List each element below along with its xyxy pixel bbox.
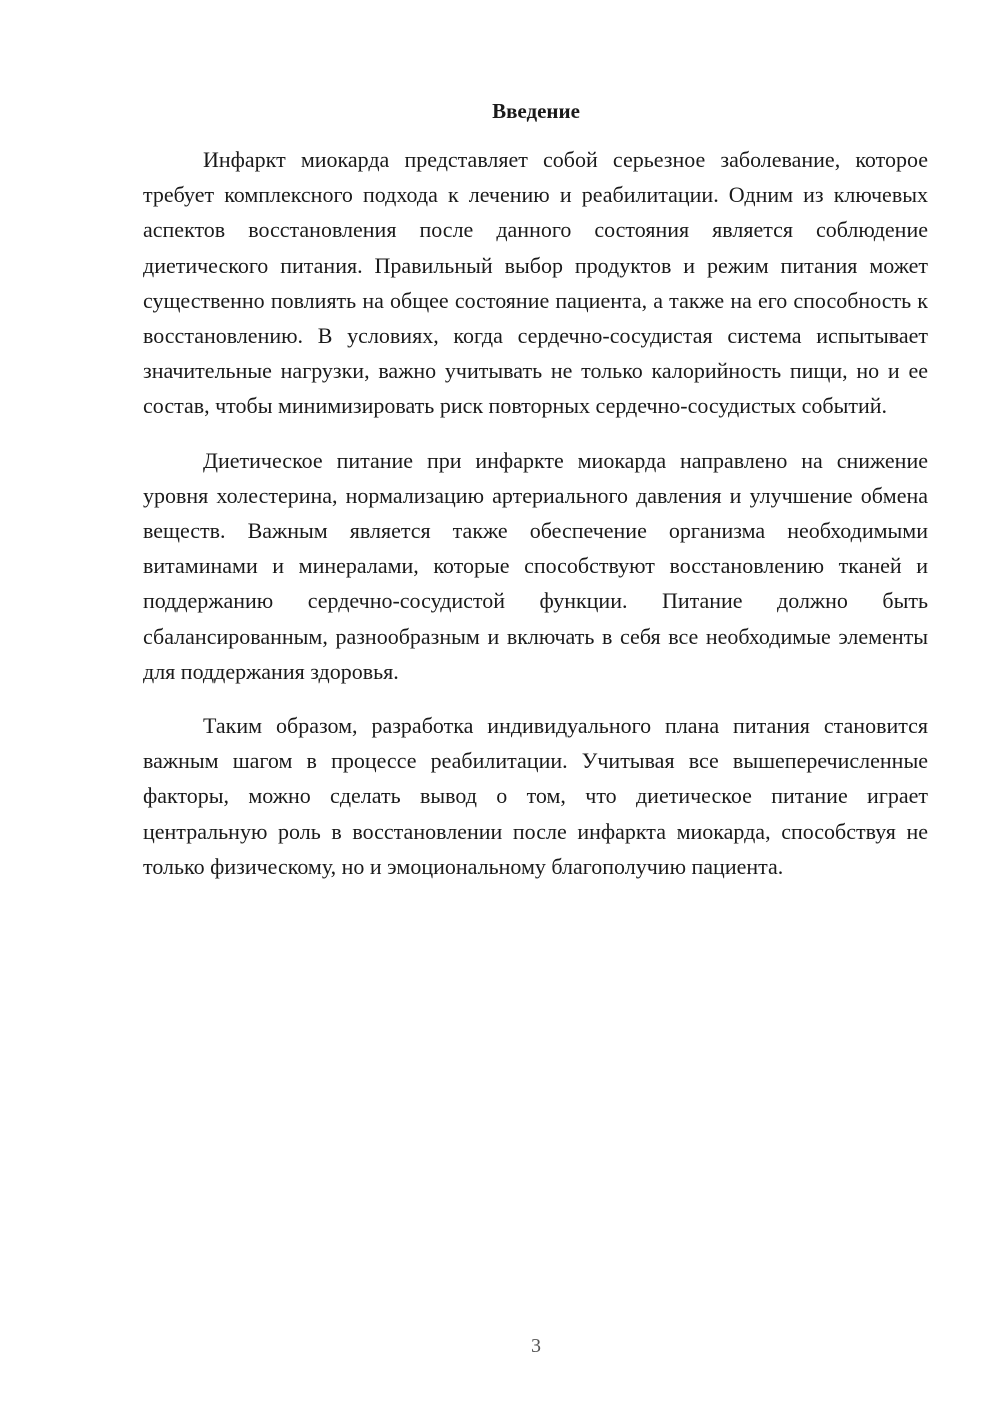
paragraph-3: Таким образом, разработка индивидуального плана питания становится важным шагом в процессе реабилитации. Учитывая все вышеперечисленные факторы, можно сделать вывод о том, что диетическое питание играет центральную роль в восстановлении после инфаркта миокарда, способствуя не только физическому, но и эмоциональному благополучию пациента. — [143, 713, 928, 879]
section-heading: Введение — [492, 99, 580, 123]
paragraph-2: Диетическое питание при инфаркте миокарда направлено на снижение уровня холестерина, нормализацию артериального давления и улучшение обмена веществ. Важным является также обеспечение организма необходимыми витаминами и минералами, которые способствуют восстановлению тканей и поддержанию сердечно-сосудистой функции. Питание должно быть сбалансированным, разнообразным и включать в себя все необходимые элементы для поддержания здоровья. — [143, 447, 928, 684]
page-number: 3 — [531, 1335, 541, 1357]
body-text — [143, 142, 928, 903]
paragraph-1: Инфаркт миокарда представляет собой серьезное заболевание, которое требует комплексного подхода к лечению и реабилитации. Одним из ключевых аспектов восстановления после данного состояния является соблюдение диетического питания. Правильный выбор продуктов и режим питания может существенно повлиять на общее состояние пациента, а также на его способность к восстановлению. В условиях, когда сердечно-сосудистая система испытывает значительные нагрузки, важно учитывать не только калорийность пищи, но и ее состав, чтобы минимизировать риск повторных сердечно-сосудистых событий. — [143, 147, 928, 419]
